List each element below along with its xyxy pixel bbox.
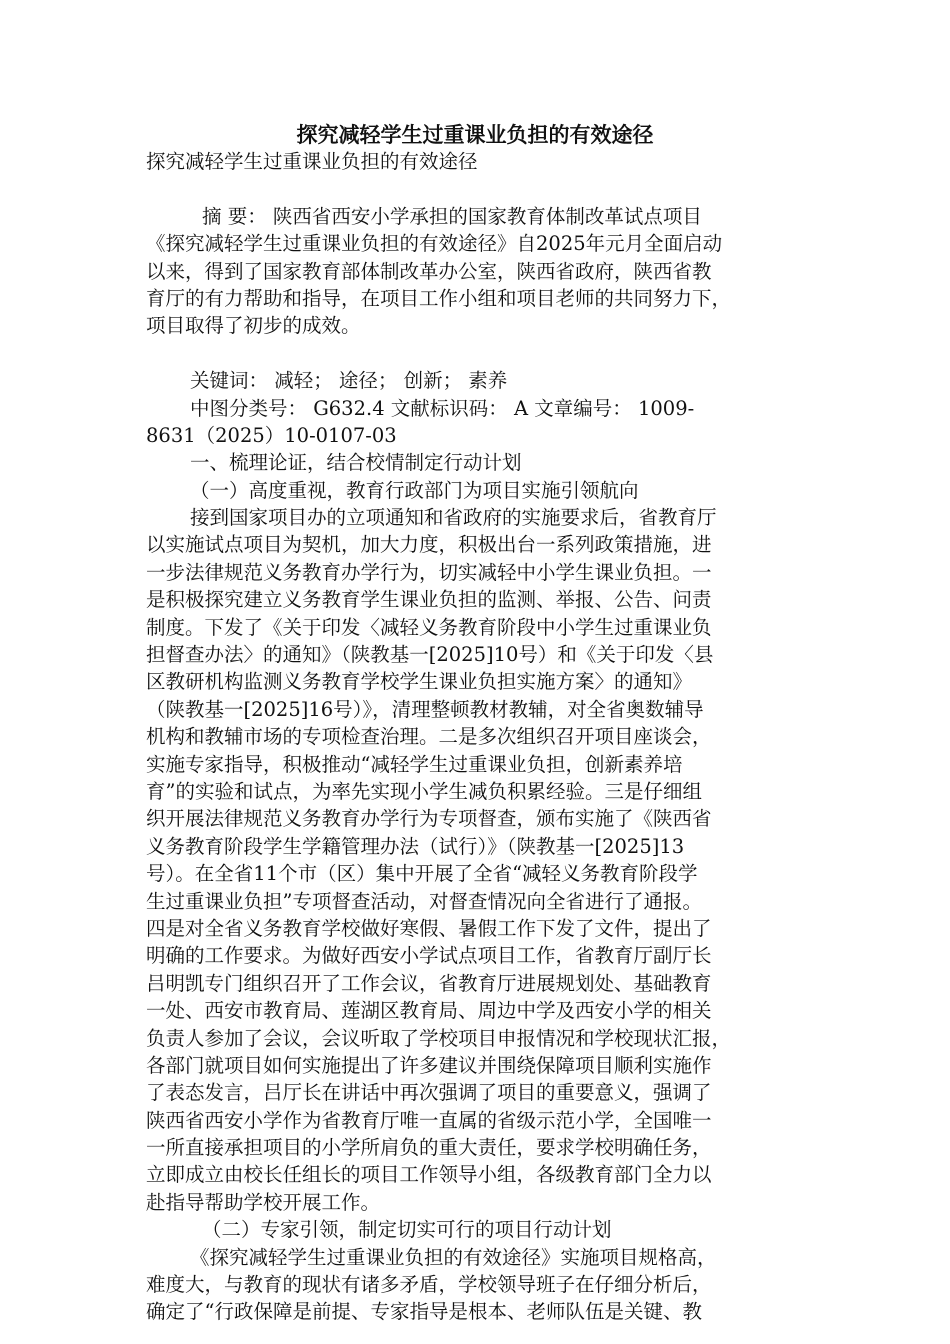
paragraph-line: 制度。下发了《关于印发〈减轻义务教育阶段中小学生过重课业负 (146, 615, 712, 639)
paragraph-line: 陕西省西安小学作为省教育厅唯一直属的省级示范小学，全国唯一 (146, 1108, 712, 1132)
paragraph-line: 织开展法律规范义务教育办学行为专项督查，颁布实施了《陕西省 (146, 807, 712, 831)
paragraph-line: 立即成立由校长任组长的项目工作领导小组，各级教育部门全力以 (146, 1163, 712, 1187)
paragraph-line: 四是对全省义务教育学校做好寒假、暑假工作下发了文件，提出了 (146, 916, 712, 940)
paragraph-line: 区教研机构监测义务教育学校学生课业负担实施方案〉的通知》 (146, 670, 693, 694)
document-body (146, 148, 806, 1326)
paragraph-line: 《探究减轻学生过重课业负担的有效途径》实施项目规格高， (190, 1245, 717, 1269)
paragraph-line: 各部门就项目如何实施提出了许多建议并围绕保障项目顺利实施作 (146, 1053, 712, 1077)
classification-line: 8631（2025）10-0107-03 (146, 423, 397, 447)
paragraph-line: （陕教基一[2025]16号）》，清理整顿教材教辅，对全省奥数辅导 (146, 697, 704, 721)
subsection-heading: （二）专家引领，制定切实可行的项目行动计划 (202, 1218, 612, 1242)
paragraph-line: 赴指导帮助学校开展工作。 (146, 1190, 381, 1214)
abstract-line: 摘 要： 陕西省西安小学承担的国家教育体制改革试点项目 (202, 204, 702, 228)
paragraph-line: 是积极探究建立义务教育学生课业负担的监测、举报、公告、问责 (146, 588, 712, 612)
paragraph-line: 生过重课业负担”专项督查活动，对督查情况向全省进行了通报。 (146, 889, 702, 913)
section-heading: 一、梳理论证，结合校情制定行动计划 (190, 451, 522, 475)
abstract-line: 《探究减轻学生过重课业负担的有效途径》自2025年元月全面启动 (146, 232, 723, 256)
classification-line: 中图分类号： G632.4 文献标识码： A 文章编号： 1009- (190, 396, 695, 420)
paragraph-line: 接到国家项目办的立项通知和省政府的实施要求后，省教育厅 (190, 506, 717, 530)
paragraph-line: 明确的工作要求。为做好西安小学试点项目工作，省教育厅副厅长 (146, 944, 712, 968)
paragraph-line: 负责人参加了会议，会议听取了学校项目申报情况和学校现状汇报， (146, 1026, 732, 1050)
subsection-heading: （一）高度重视，教育行政部门为项目实施引领航向 (190, 478, 639, 502)
paragraph-line: 了表态发言，吕厅长在讲话中再次强调了项目的重要意义，强调了 (146, 1081, 712, 1105)
paragraph-line: 育”的实验和试点，为率先实现小学生减负积累经验。三是仔细组 (146, 779, 702, 803)
blank-line (146, 340, 806, 367)
abstract-line: 以来，得到了国家教育部体制改革办公室，陕西省政府，陕西省教 (146, 259, 712, 283)
paragraph-line: 以实施试点项目为契机，加大力度，积极出台一系列政策措施，进 (146, 533, 712, 557)
paragraph-line: 吕明凯专门组织召开了工作会议，省教育厅进展规划处、基础教育 (146, 971, 712, 995)
paragraph-line: 难度大，与教育的现状有诸多矛盾，学校领导班子在仔细分析后， (146, 1273, 712, 1297)
document-title: 探究减轻学生过重课业负担的有效途径 (296, 122, 654, 147)
paragraph-line: 一处、西安市教育局、莲湖区教育局、周边中学及西安小学的相关 (146, 999, 712, 1023)
abstract-line: 项目取得了初步的成效。 (146, 314, 361, 338)
paragraph-line: 确定了“行政保障是前提、专家指导是根本、老师队伍是关键、教 (146, 1300, 702, 1324)
body-paragraph-2 (146, 1244, 806, 1326)
paragraph-line: 一步法律规范义务教育办学行为，切实减轻中小学生课业负担。一 (146, 560, 712, 584)
body-paragraph-1 (146, 504, 806, 1216)
paragraph-line: 义务教育阶段学生学籍管理办法（试行）》（陕教基一[2025]13 (146, 834, 685, 858)
paragraph-line: 实施专家指导，积极推动“减轻学生过重课业负担，创新素养培 (146, 752, 683, 776)
paragraph-line: 担督查办法〉的通知》（陕教基一[2025]10号）和《关于印发〈县 (146, 643, 714, 667)
paragraph-line: 机构和教辅市场的专项检查治理。二是多次组织召开项目座谈会， (146, 725, 712, 749)
keywords-line: 关键词： 减轻； 途径； 创新； 素养 (190, 369, 508, 393)
document-subtitle: 探究减轻学生过重课业负担的有效途径 (146, 150, 478, 173)
paragraph-line: 号）。在全省11个市（区）集中开展了全省“减轻义务教育阶段学 (146, 862, 698, 886)
abstract-paragraph (146, 203, 806, 340)
abstract-line: 育厅的有力帮助和指导，在项目工作小组和项目老师的共同努力下， (146, 286, 732, 310)
paragraph-line: 一所直接承担项目的小学所肩负的重大责任，要求学校明确任务， (146, 1136, 712, 1160)
blank-line (146, 175, 806, 202)
